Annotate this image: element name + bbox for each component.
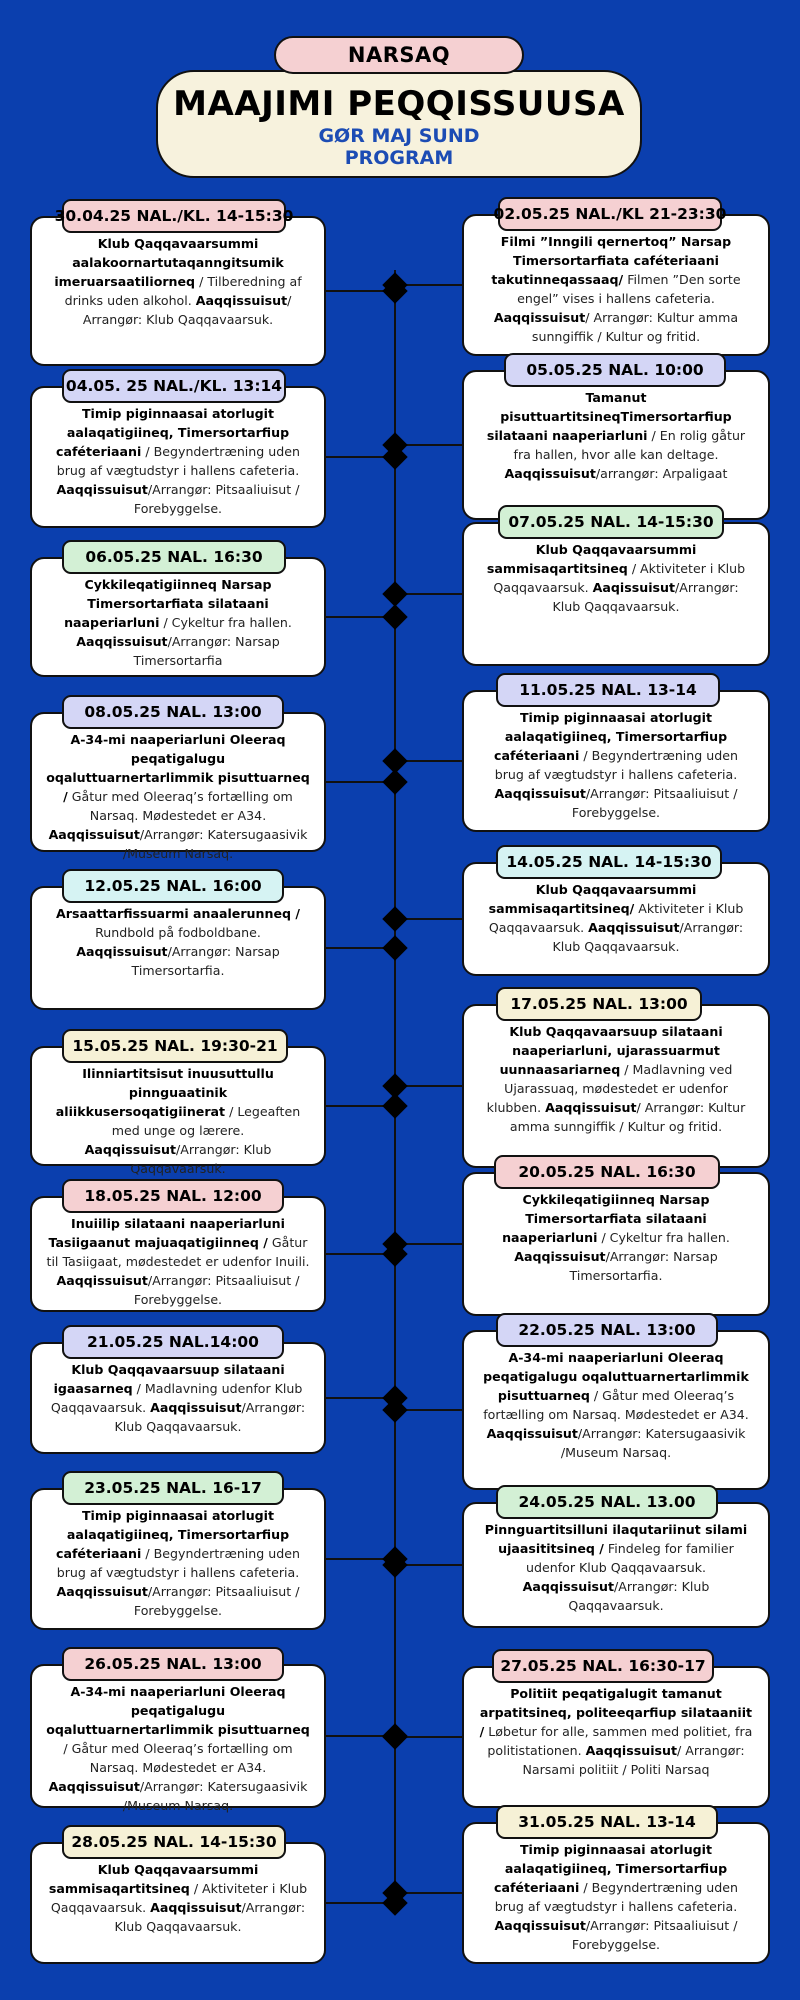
- event-title-kl: Timip piginnaasai atorlugit aalaqatigiineq, Timersortarfiup caféteriaani: [55, 1508, 290, 1561]
- event-organizer-label: Aaqqissuisut: [545, 1100, 637, 1115]
- event-organizer: / Arrangør: Narsami politiit / Politi Narsaq: [522, 1743, 745, 1777]
- event-organizer-label: Aaqqissuisut: [588, 920, 680, 935]
- event-date-badge: 06.05.25 NAL. 16:30: [62, 540, 286, 574]
- timeline-node-icon: [382, 1073, 407, 1098]
- title-box: [156, 70, 642, 178]
- event-date-badge: 20.05.25 NAL. 16:30: [494, 1155, 720, 1189]
- subtitle-line-2: PROGRAM: [344, 147, 454, 169]
- event-organizer-label: Aaqqissuisut: [56, 1273, 148, 1288]
- event-description-da: Findeleg for familier udenfor Klub Qaqqavaarsuk.: [525, 1541, 734, 1575]
- event-date-badge: 18.05.25 NAL. 12:00: [62, 1179, 284, 1213]
- timeline-node-icon: [382, 1724, 407, 1749]
- event-organizer: /Arrangør: Klub Qaqqavaarsuk.: [552, 920, 744, 954]
- event-title-kl: Ilinniartitsisut inuusuttullu pinnguaatinik aliikkusersoqatigiinerat: [55, 1066, 274, 1119]
- event-organizer-label: Aaqissuisut: [592, 580, 675, 595]
- event-title-kl: Politiit peqatigalugit tamanut arpatitsineq, politeeqarfiup silataaniit /: [479, 1686, 753, 1739]
- event-organizer-label: Aaqqissuisut: [514, 1249, 606, 1264]
- event-description-da: / Begyndertræning uden brug af vægtudstyr i hallens cafeteria.: [494, 1880, 738, 1914]
- page-title: MAAJIMI PEQQISSUUSA: [173, 84, 625, 124]
- event-description-da: / Begyndertræning uden brug af vægtudstyr i hallens cafeteria.: [494, 748, 738, 782]
- event-organizer-label: Aaqqissuisut: [494, 1918, 586, 1933]
- event-organizer: /Arrangør: Katersugaasivik /Museum Narsaq.: [560, 1426, 746, 1460]
- event-card: [30, 1664, 326, 1813]
- event-description-da: / Gåtur med Oleeraq’s fortælling om Narsaq. Mødestedet er A34.: [483, 1388, 749, 1422]
- event-title-kl: Pinnguartitsilluni ilaqutariinut silami ujaasititsineq /: [484, 1522, 748, 1556]
- event-date-badge: 04.05. 25 NAL./KL. 13:14: [62, 369, 286, 403]
- event-card: [30, 1196, 326, 1312]
- event-date-badge: 05.05.25 NAL. 10:00: [504, 353, 726, 387]
- event-organizer: /Arrangør: Narsap Timersortarfia: [133, 634, 280, 668]
- event-date-badge: 11.05.25 NAL. 13-14: [496, 673, 720, 707]
- event-date-badge: 07.05.25 NAL. 14-15:30: [498, 505, 724, 539]
- event-date-badge: 26.05.25 NAL. 13:00: [62, 1647, 284, 1681]
- event-organizer-label: Aaqqissuisut: [486, 1426, 578, 1441]
- event-title-kl: Klub Qaqqavaarsuup silataani naaperiarluni, ujarassuarmut uunnaasariarneq: [499, 1024, 723, 1077]
- event-card: [462, 690, 770, 832]
- event-date-badge: 08.05.25 NAL. 13:00: [62, 695, 284, 729]
- event-date-badge: 31.05.25 NAL. 13-14: [496, 1805, 718, 1839]
- event-organizer: /Arrangør: Pitsaaliuisut / Forebyggelse.: [571, 786, 738, 820]
- event-organizer: /Arrangør: Klub Qaqqavaarsuk.: [130, 1142, 272, 1176]
- event-organizer-label: Aaqqissuisut: [493, 310, 586, 325]
- event-card: [30, 216, 326, 366]
- event-title-kl: Klub Qaqqavaarsummi aalakoornartutaqanngitsumik imeruarsaatiliorneq: [54, 236, 284, 289]
- event-description-da: / Aktiviteter i Klub Qaqqavaarsuk.: [50, 1881, 308, 1915]
- event-title-kl: Klub Qaqqavaarsummi sammisaqartitsineq: [486, 542, 697, 576]
- event-title-kl: Cykkileqatigiinneq Narsap Timersortarfiata silataani naaperiarluni: [502, 1192, 710, 1245]
- event-organizer-label: Aaqqissuisut: [48, 1779, 140, 1794]
- event-organizer-label: Aaqqissuisut: [522, 1579, 615, 1594]
- event-organizer-label: Aaqqissuisut: [76, 944, 168, 959]
- event-title-kl: Timip piginnaasai atorlugit aalaqatigiineq, Timersortarfiup caféteriaani: [55, 406, 290, 459]
- event-date-badge: 27.05.25 NAL. 16:30-17: [492, 1649, 714, 1683]
- event-date-badge: 22.05.25 NAL. 13:00: [496, 1313, 718, 1347]
- event-description-da: / Cykeltur fra hallen.: [163, 615, 292, 630]
- event-organizer: /Arrangør: Klub Qaqqavaarsuk.: [568, 1579, 710, 1613]
- event-organizer: / Arrangør: Kultur amma sunngiffik / Kultur og fritid.: [531, 310, 739, 344]
- event-organizer-label: Aaqqissuisut: [76, 634, 168, 649]
- event-card: [462, 862, 770, 976]
- timeline-node-icon: [382, 906, 407, 931]
- timeline-node-icon: [382, 935, 407, 960]
- event-card: [30, 1488, 326, 1630]
- event-card: [30, 386, 326, 528]
- event-date-badge: 23.05.25 NAL. 16-17: [62, 1471, 284, 1505]
- event-organizer: /Arrangør: Pitsaaliuisut / Forebyggelse.: [133, 1584, 300, 1618]
- event-organizer: / Arrangør: Klub Qaqqavaarsuk.: [82, 293, 292, 327]
- event-organizer-label: Aaqqissuisut: [504, 466, 596, 481]
- event-organizer-label: Aaqqissuisut: [494, 786, 586, 801]
- event-title-kl: Timip piginnaasai atorlugit aalaqatigiineq, Timersortarfiup caféteriaani: [493, 710, 728, 763]
- event-date-badge: 21.05.25 NAL.14:00: [62, 1325, 284, 1359]
- event-date-badge: 12.05.25 NAL. 16:00: [62, 869, 284, 903]
- event-organizer-label: Aaqqissuisut: [585, 1743, 677, 1758]
- event-description-da: Rundbold på fodboldbane.: [95, 925, 261, 940]
- event-date-badge: 30.04.25 NAL./KL. 14-15:30: [62, 199, 286, 233]
- event-description-da: / En rolig gåtur fra hallen, hvor alle kan deltage.: [513, 428, 746, 462]
- event-title-kl: Filmi ”Inngili qernertoq” Narsap Timersortarfiata caféteriaani takutinneqassaaq/: [491, 234, 732, 287]
- event-description-da: / Gåtur med Oleeraq’s fortælling om Narsaq. Mødestedet er A34.: [63, 1741, 293, 1775]
- event-organizer: /Arrangør: Klub Qaqqavaarsuk.: [552, 580, 739, 614]
- event-organizer: / Arrangør: Kultur amma sunngiffik / Kultur og fritid.: [509, 1100, 746, 1134]
- timeline-node-icon: [382, 604, 407, 629]
- event-title-kl: Arsaattarfissuarmi anaalerunneq /: [56, 906, 300, 921]
- event-organizer-label: Aaqqissuisut: [48, 827, 140, 842]
- event-description-da: / Tilberedning af drinks uden alkohol.: [64, 274, 302, 308]
- event-organizer-label: Aaqqissuisut: [150, 1900, 242, 1915]
- event-organizer: /Arrangør: Katersugaasivik /Museum Narsaq.: [122, 1779, 308, 1813]
- event-card: [462, 214, 770, 356]
- event-description-da: / Begyndertræning uden brug af vægtudstyr i hallens cafeteria.: [56, 444, 300, 478]
- event-organizer-label: Aaqqissuisut: [195, 293, 288, 308]
- event-description-da: Filmen ”Den sorte engel” vises i hallens cafeteria.: [517, 272, 741, 306]
- event-title-kl: Klub Qaqqavaarsuup silataani igaasarneq: [53, 1362, 285, 1396]
- event-card: [30, 557, 326, 677]
- event-date-badge: 14.05.25 NAL. 14-15:30: [496, 845, 722, 879]
- event-description-da: Aktiviteter i Klub Qaqqavaarsuk.: [488, 901, 744, 935]
- event-date-badge: 15.05.25 NAL. 19:30-21: [62, 1029, 288, 1063]
- event-description-da: Gåtur med Oleeraq’s fortælling om Narsaq. Mødestedet er A34.: [71, 789, 293, 823]
- event-description-da: / Begyndertræning uden brug af vægtudstyr i hallens cafeteria.: [56, 1546, 300, 1580]
- location-pill: NARSAQ: [274, 36, 524, 74]
- event-card: [462, 1172, 770, 1316]
- event-card: [462, 370, 770, 520]
- event-title-kl: Tamanut pisuttuartitsineqTimersortarfiup silataani naaperiarluni: [486, 390, 732, 443]
- event-card: [462, 522, 770, 666]
- event-title-kl: A-34-mi naaperiarluni Oleeraq peqatigalugu oqaluttuarnertarlimmik pisuttuarneq /: [46, 732, 310, 804]
- event-organizer: /Arrangør: Narsap Timersortarfia.: [131, 944, 280, 978]
- event-card: [30, 1842, 326, 1964]
- event-description-da: / Aktiviteter i Klub Qaqqavaarsuk.: [493, 561, 746, 595]
- event-description-da: / Legeaften med unge og lærere.: [111, 1104, 301, 1138]
- event-title-kl: Cykkileqatigiinneq Narsap Timersortarfiata silataani naaperiarluni: [64, 577, 272, 630]
- event-card: [30, 1046, 326, 1176]
- event-card: [30, 712, 326, 861]
- subtitle-line-1: GØR MAJ SUND: [318, 125, 480, 147]
- event-organizer-label: Aaqqissuisut: [56, 1584, 148, 1599]
- event-organizer: /Arrangør: Klub Qaqqavaarsuk.: [114, 1900, 306, 1934]
- event-organizer: /arrangør: Arpaligaat: [595, 466, 728, 481]
- event-organizer: /Arrangør: Klub Qaqqavaarsuk.: [114, 1400, 306, 1434]
- event-organizer-label: Aaqqissuisut: [56, 482, 148, 497]
- event-card: [462, 1666, 770, 1808]
- event-organizer-label: Aaqqissuisut: [150, 1400, 242, 1415]
- timeline-node-icon: [382, 748, 407, 773]
- event-date-badge: 24.05.25 NAL. 13.00: [496, 1485, 718, 1519]
- event-description-da: / Madlavning ved Ujarassuaq, mødestedet er udenfor klubben.: [486, 1062, 733, 1115]
- event-organizer: /Arrangør: Narsap Timersortarfia.: [569, 1249, 718, 1283]
- event-date-badge: 02.05.25 NAL./KL 21-23:30: [498, 197, 722, 231]
- timeline-node-icon: [382, 581, 407, 606]
- event-organizer: /Arrangør: Pitsaaliuisut / Forebyggelse.: [133, 482, 300, 516]
- event-organizer: /Arrangør: Pitsaaliuisut / Forebyggelse.: [133, 1273, 300, 1307]
- event-title-kl: A-34-mi naaperiarluni Oleeraq peqatigalugu oqaluttuarnertarlimmik pisuttuarneq: [46, 1684, 310, 1737]
- event-card: [462, 1502, 770, 1628]
- event-date-badge: 17.05.25 NAL. 13:00: [496, 987, 702, 1021]
- event-card: [462, 1822, 770, 1964]
- event-description-da: Gåtur til Tasiigaat, mødestedet er udenfor Inuili.: [46, 1235, 310, 1269]
- event-organizer: /Arrangør: Pitsaaliuisut / Forebyggelse.: [571, 1918, 738, 1952]
- event-description-da: / Madlavning udenfor Klub Qaqqavaarsuk.: [50, 1381, 303, 1415]
- event-description-da: Løbetur for alle, sammen med politiet, fra politistationen.: [487, 1724, 753, 1758]
- event-title-kl: Timip piginnaasai atorlugit aalaqatigiineq, Timersortarfiup caféteriaani: [493, 1842, 728, 1895]
- event-title-kl: A-34-mi naaperiarluni Oleeraq peqatigalugu oqaluttuarnertarlimmik pisuttuarneq: [483, 1350, 749, 1403]
- event-title-kl: Klub Qaqqavaarsummi sammisaqartitsineq: [48, 1862, 259, 1896]
- event-title-kl: Klub Qaqqavaarsummi sammisaqartitsineq/: [488, 882, 697, 916]
- event-card: [30, 886, 326, 1010]
- event-description-da: / Cykeltur fra hallen.: [601, 1230, 730, 1245]
- event-title-kl: Inuiilip silataani naaperiarluni Tasiigaanut majuaqatigiinneq /: [48, 1216, 285, 1250]
- event-organizer-label: Aaqqissuisut: [84, 1142, 177, 1157]
- event-date-badge: 28.05.25 NAL. 14-15:30: [62, 1825, 286, 1859]
- event-card: [462, 1004, 770, 1168]
- event-organizer: /Arrangør: Katersugaasivik /Museum Narsaq.: [122, 827, 308, 861]
- event-card: [462, 1330, 770, 1490]
